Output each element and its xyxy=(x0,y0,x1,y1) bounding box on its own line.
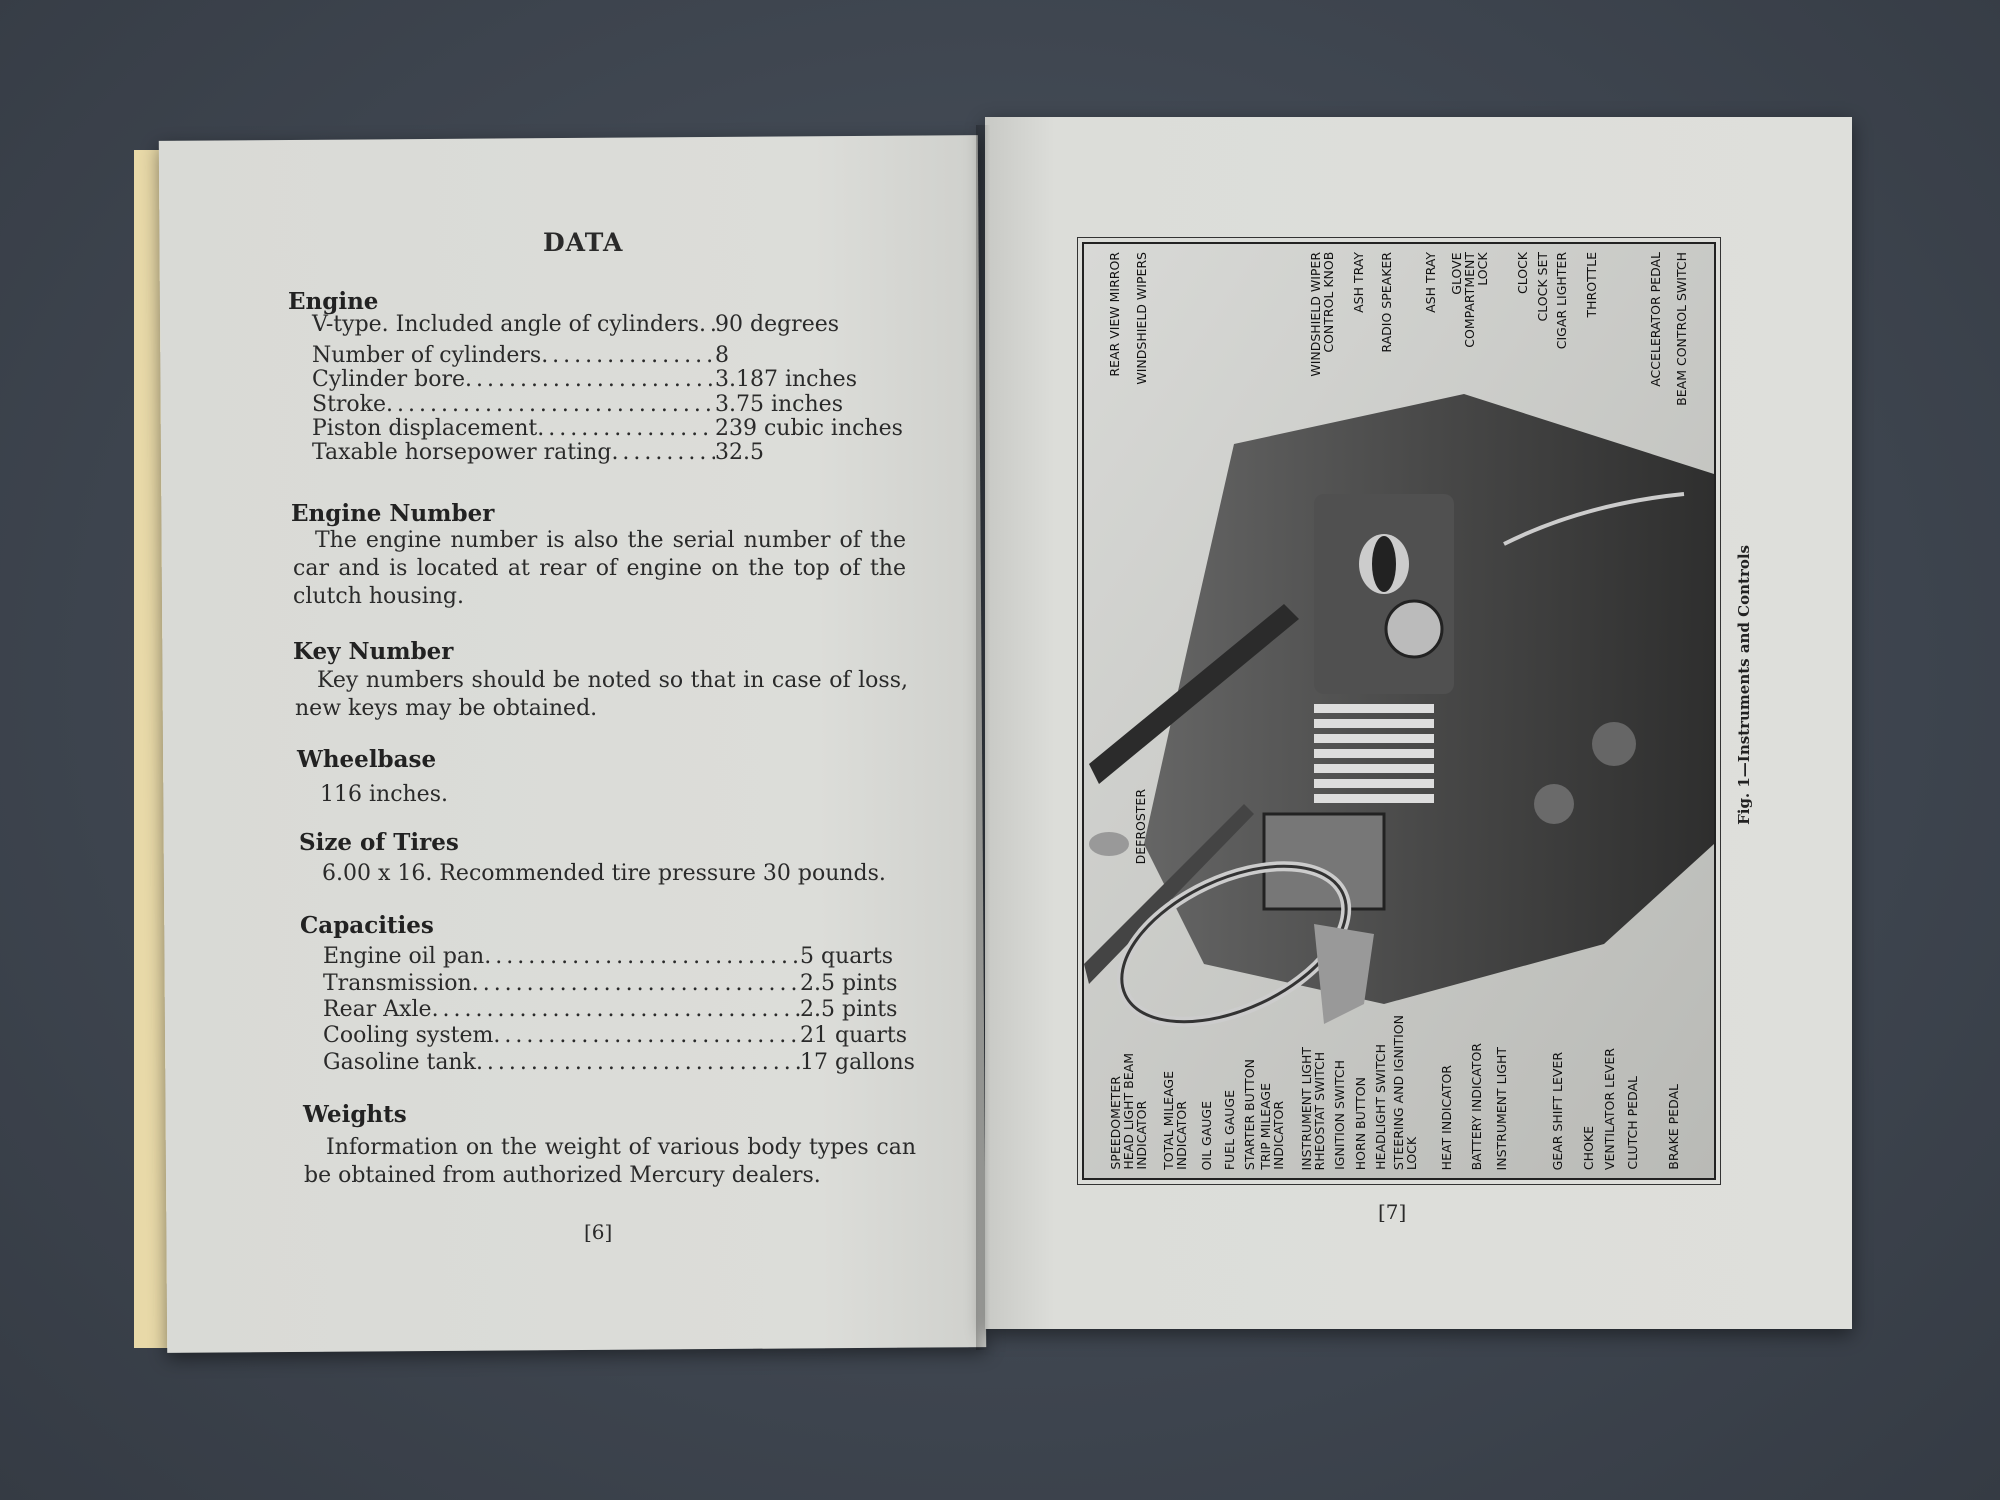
engine-spec-row-value: 90 degrees xyxy=(715,312,840,337)
capacity-row-label: Engine oil pan xyxy=(323,944,485,969)
callout-label: ACCELERATOR PEDAL xyxy=(1647,252,1663,387)
callout-label: GEAR SHIFT LEVER xyxy=(1549,1051,1565,1170)
page-title: DATA xyxy=(543,228,624,257)
engine-spec-row xyxy=(312,440,910,465)
callout-label: ASH TRAY xyxy=(1422,252,1438,313)
weights-text: Information on the weight of various body types can be obtained from authorized Mercury dealers. xyxy=(304,1135,916,1188)
engine-spec-row-value: 3.187 inches xyxy=(715,367,857,392)
callout-label: CLUTCH PEDAL xyxy=(1624,1076,1640,1170)
key-number-text: Key numbers should be noted so that in case of loss, new keys may be obtained. xyxy=(295,668,908,721)
engine-spec-row-value: 32.5 xyxy=(715,440,764,465)
capacity-row-value: 2.5 pints xyxy=(800,971,898,996)
capacity-row-label: Gasoline tank xyxy=(323,1050,476,1075)
engine-spec-row-value: 3.75 inches xyxy=(715,392,843,417)
wheelbase-heading: Wheelbase xyxy=(297,746,437,773)
callout-label: THROTTLE xyxy=(1583,252,1599,318)
engine-spec-row xyxy=(312,343,910,368)
engine-spec-row xyxy=(312,416,910,441)
callout-label: BEAM CONTROL SWITCH xyxy=(1673,252,1689,406)
figure-caption: Fig. 1—Instruments and Controls xyxy=(1735,545,1753,825)
dot-leader xyxy=(699,312,715,337)
callout-label: OIL GAUGE xyxy=(1198,1100,1214,1170)
callout-label: BATTERY INDICATOR xyxy=(1468,1042,1484,1170)
capacity-row xyxy=(323,997,918,1022)
callout-label: RADIO SPEAKER xyxy=(1378,252,1394,353)
dot-leader xyxy=(484,944,800,969)
callout-label: TRIP MILEAGE INDICATOR xyxy=(1258,1083,1286,1170)
engine-spec-row xyxy=(312,312,910,337)
tires-heading: Size of Tires xyxy=(299,829,459,856)
capacity-row-label: Rear Axle xyxy=(323,997,432,1022)
capacity-row-label: Transmission xyxy=(323,971,472,996)
callout-label: CIGAR LIGHTER xyxy=(1553,252,1569,350)
capacity-row xyxy=(323,1050,918,1075)
callout-label: STEERING AND IGNITION LOCK xyxy=(1391,1014,1419,1170)
page-number-left: [6] xyxy=(584,1220,613,1244)
dot-leader xyxy=(472,971,800,996)
engine-heading: Engine xyxy=(288,288,379,315)
dot-leader xyxy=(465,367,715,392)
callout-label: HEAT INDICATOR xyxy=(1438,1064,1454,1170)
capacity-row-value: 17 gallons xyxy=(800,1050,915,1075)
key-number-heading: Key Number xyxy=(293,638,454,665)
engine-spec-row-label: Number of cylinders xyxy=(312,343,542,368)
engine-spec-row-value: 239 cubic inches xyxy=(715,416,903,441)
callout-label: SPEEDOMETER xyxy=(1107,1076,1123,1170)
capacity-row-value: 2.5 pints xyxy=(800,997,898,1022)
engine-number-text: The engine number is also the serial number of the car and is located at rear of engine on the top of the clutch housing. xyxy=(293,528,906,609)
capacity-row xyxy=(323,971,918,996)
engine-spec-row xyxy=(312,392,910,417)
callout-label: CLOCK SET xyxy=(1534,252,1550,322)
callout-label: IGNITION SWITCH xyxy=(1331,1060,1347,1170)
callout-label: WINDSHIELD WIPERS xyxy=(1133,252,1149,385)
callout-label: VENTILATOR LEVER xyxy=(1601,1047,1617,1170)
capacity-row-value: 21 quarts xyxy=(800,1023,908,1048)
capacity-row xyxy=(323,944,918,969)
capacity-row xyxy=(323,1023,918,1048)
callout-label: ASH TRAY xyxy=(1350,252,1366,313)
callout-label: WINDSHIELD WIPER CONTROL KNOB xyxy=(1308,252,1336,377)
callout-label: HEADLIGHT SWITCH xyxy=(1372,1044,1388,1170)
instruments-figure xyxy=(1082,242,1716,1180)
callout-label: CHOKE xyxy=(1580,1125,1596,1170)
book-gutter xyxy=(976,125,990,1350)
engine-spec-row-label: Taxable horsepower rating xyxy=(312,440,612,465)
dot-leader xyxy=(386,392,715,417)
page-number-right: [7] xyxy=(1378,1200,1407,1224)
callout-label: HEAD LIGHT BEAM INDICATOR xyxy=(1121,1053,1149,1170)
callout-label: INSTRUMENT LIGHT RHEOSTAT SWITCH xyxy=(1299,1046,1327,1170)
capacities-heading: Capacities xyxy=(300,912,434,939)
callout-label: HORN BUTTON xyxy=(1352,1076,1368,1170)
engine-spec-row-label: Stroke xyxy=(312,392,387,417)
dot-leader xyxy=(541,343,715,368)
callout-label: STARTER BUTTON xyxy=(1241,1058,1257,1170)
callout-label: BRAKE PEDAL xyxy=(1665,1084,1681,1170)
dot-leader xyxy=(476,1050,800,1075)
tires-text: 6.00 x 16. Recommended tire pressure 30 pounds. xyxy=(322,861,886,886)
capacity-row-value: 5 quarts xyxy=(800,944,894,969)
defroster-label: DEFROSTER xyxy=(1133,789,1148,865)
engine-spec-row xyxy=(312,367,910,392)
weights-heading: Weights xyxy=(303,1101,407,1128)
engine-spec-row-value: 8 xyxy=(715,343,729,368)
callout-label: FUEL GAUGE xyxy=(1221,1089,1237,1170)
callout-label: TOTAL MILEAGE INDICATOR xyxy=(1161,1071,1189,1170)
wheelbase-text: 116 inches. xyxy=(320,782,448,807)
capacity-row-label: Cooling system xyxy=(323,1023,494,1048)
engine-spec-row-label: Piston displacement xyxy=(312,416,538,441)
dot-leader xyxy=(611,440,715,465)
dot-leader xyxy=(537,416,715,441)
engine-spec-row-label: Cylinder bore xyxy=(312,367,465,392)
callout-label: REAR VIEW MIRROR xyxy=(1106,252,1122,377)
engine-spec-row-label: V-type. Included angle of cylinders xyxy=(312,312,699,337)
dot-leader xyxy=(493,1023,800,1048)
callout-label: CLOCK xyxy=(1514,252,1530,295)
dot-leader xyxy=(432,997,800,1022)
callout-label: GLOVE COMPARTMENT LOCK xyxy=(1448,252,1490,348)
callout-label: INSTRUMENT LIGHT xyxy=(1493,1046,1509,1170)
engine-number-heading: Engine Number xyxy=(291,500,495,527)
